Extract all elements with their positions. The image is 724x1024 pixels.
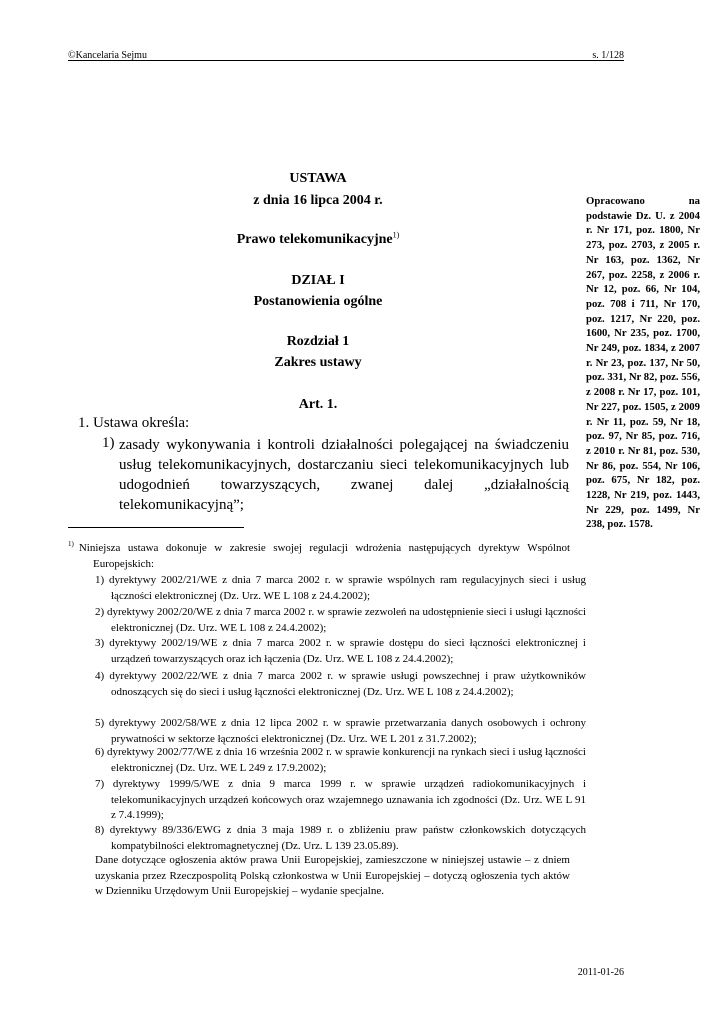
footnote-item: 8) dyrektywy 89/336/EWG z dnia 3 maja 1989 r. o zbliżeniu praw państw członkowskich dotyczących kompatybilności elektromagnetycznej (Dz. Urz. L 139 23.05.89). xyxy=(95,824,586,852)
footnote-tail: Dane dotyczące ogłoszenia aktów prawa Unii Europejskiej, zamieszczone w niniejszej ustawie – z dniem uzyskania przez Rzeczpospolitą Polską członkostwa w Unii Europejskiej – dotyczą ogłoszenia tych aktów w Dzienniku Urzędowym Unii Europejskiej – wydanie specjalne. xyxy=(95,854,570,897)
division-title: Postanowienia ogólne xyxy=(253,294,383,309)
act-date: z dnia 16 lipca 2004 r. xyxy=(253,193,383,208)
chapter-title: Zakres ustawy xyxy=(274,355,362,370)
article-heading: Art. 1. xyxy=(298,397,338,412)
act-name-text: Prawo telekomunikacyjne xyxy=(236,232,393,247)
footnote-item: 3) dyrektywy 2002/19/WE z dnia 7 marca 2002 r. w sprawie dostępu do sieci łączności elektronicznej i urządzeń towarzyszących oraz ich łączenia (Dz. Urz. WE L 108 z 24.4.2002); xyxy=(95,637,586,665)
footnote-item: 2) dyrektywy 2002/20/WE z dnia 7 marca 2002 r. w sprawie zezwoleń na udostępnienie sieci i usługi łączności elektronicznej (Dz. Urz. WE L 108 z 24.4.2002); xyxy=(95,606,586,634)
division-heading: DZIAŁ I xyxy=(291,273,345,288)
footnote-item: 6) dyrektywy 2002/77/WE z dnia 16 września 2002 r. w sprawie konkurencji na rynkach sieci i usług łączności elektronicznej (Dz. Urz. WE L 249 z 17.9.2002); xyxy=(95,746,586,774)
act-type: USTAWA xyxy=(289,171,347,186)
header-page-number: s. 1/128 xyxy=(592,50,624,61)
act-name xyxy=(68,232,568,248)
footer-date: 2011-01-26 xyxy=(577,967,624,978)
footnote-item: 4) dyrektywy 2002/22/WE z dnia 7 marca 2002 r. w sprawie usługi powszechnej i praw użytkowników odnoszących się do sieci i usług łączności elektronicznej (Dz. Urz. WE L 108 z 24.4.2002); xyxy=(95,670,586,698)
footnote-item: 1) dyrektywy 2002/21/WE z dnia 7 marca 2002 r. w sprawie wspólnych ram regulacyjnych sieci i usług łączności elektronicznej (Dz. Urz. WE L 108 z 24.4.2002); xyxy=(95,574,586,602)
paragraph-1: 1. Ustawa określa: xyxy=(78,415,190,431)
footnote-separator xyxy=(68,527,244,528)
source-sidenote: Opracowano na podstawie Dz. U. z 2004 r. Nr 171, poz. 1800, Nr 273, poz. 2703, z 2005 r. Nr 163, poz. 1362, Nr 267, poz. 2258, z 2006 r. Nr 12, poz. 66, Nr 104, poz. 708 i 711, Nr 170, poz. 1217, Nr 220, poz. 1600, Nr 235, poz. 1700, Nr 249, poz. 1834, z 2007 r. Nr 23, poz. 137, Nr 50, poz. 331, Nr 82, poz. 556, z 2008 r. Nr 17, poz. 101, Nr 227, poz. 1505, z 2009 r. Nr 11, poz. 59, Nr 18, poz. 97, Nr 85, poz. 716, z 2010 r. Nr 81, poz. 530, Nr 86, poz. 554, Nr 106, poz. 675, Nr 182, poz. 1228, Nr 219, poz. 1443, Nr 229, poz. 1499, Nr 238, poz. 1578. xyxy=(586,195,700,531)
footnote-ref[interactable]: 1) xyxy=(392,230,400,240)
header-source: ©Kancelaria Sejmu xyxy=(68,50,147,61)
footnote-marker: 1) xyxy=(68,540,74,549)
footnote-item: 7) dyrektywy 1999/5/WE z dnia 9 marca 1999 r. w sprawie urządzeń radiokomunikacyjnych i telekomunikacyjnych urządzeń końcowych oraz wzajemnego uznawania ich zgodności (Dz. Urz. WE L 91 z 7.4.1999); xyxy=(95,778,586,821)
footnote-intro-text: Niniejsza ustawa dokonuje w zakresie swojej regulacji wdrożenia następujących dyrektyw Wspólnot Europejskich: xyxy=(78,542,570,570)
item-number: 1) xyxy=(102,435,115,451)
chapter-heading: Rozdział 1 xyxy=(286,334,350,349)
footnote-intro xyxy=(68,541,570,572)
footnote-item: 5) dyrektywy 2002/58/WE z dnia 12 lipca 2002 r. w sprawie przetwarzania danych osobowych i ochrony prywatności w sektorze łączności elektronicznej (Dz. Urz. WE L 201 z 31.7.2002); xyxy=(95,717,586,745)
header-rule xyxy=(68,60,624,61)
item-text: zasady wykonywania i kontroli działalności polegającej na świadczeniu usług telekomunikacyjnych, dostarczaniu sieci telekomunikacyjnych lub udogodnień towarzyszących, zwanej dalej „działalnością telekomunikacyjną”; xyxy=(119,437,569,513)
